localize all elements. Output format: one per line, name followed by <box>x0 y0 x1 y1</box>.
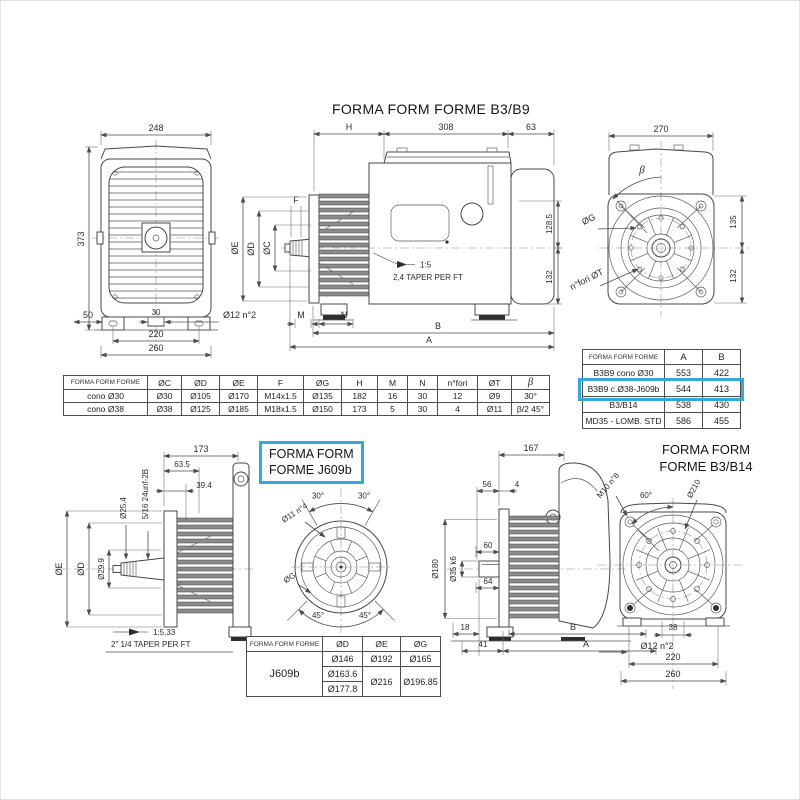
dim-135: 135 <box>729 215 738 229</box>
j609b-header-od: ØD <box>323 637 363 652</box>
table-ab-row2-b: 430 <box>703 397 741 413</box>
dims-r1-ot: Ø11 <box>478 403 512 416</box>
angle-beta: β <box>639 164 645 176</box>
dim-18: 18 <box>460 623 470 632</box>
taper-note-j609b: 2" 1/4 TAPER PER FT <box>111 640 191 649</box>
dims-r1-f: M18x1.5 <box>258 403 304 416</box>
front-view-j609b <box>280 488 395 650</box>
label-holes-b3b14: Ø12 n°2 <box>640 641 674 651</box>
dim-220-b3b14: 220 <box>665 652 681 662</box>
table-row-highlighted <box>583 381 741 397</box>
label-j609b-line1: FORMA FORM <box>269 447 354 461</box>
dim-260-b3b14: 260 <box>665 669 681 679</box>
title-b3b9: FORMA FORM FORME B3/B9 <box>332 101 530 117</box>
dim-M: M <box>297 310 305 320</box>
dims-header-beta: β <box>512 376 550 390</box>
j609b-g1: Ø165 <box>401 652 441 667</box>
dims-r0-m: 16 <box>378 390 408 403</box>
dims-header-ot: ØT <box>478 376 512 390</box>
dim-B-top: B <box>434 321 442 331</box>
dim-39.4: 39.4 <box>196 481 212 490</box>
front-view-b3b9 <box>74 123 256 358</box>
dim-F: F <box>293 195 299 205</box>
dims-r1-oe: Ø185 <box>220 403 258 416</box>
dims-header-fori: n°fori <box>438 376 478 390</box>
label-j609b-line2: FORME J609b <box>269 463 352 477</box>
dims-header-oc: ØC <box>148 376 182 390</box>
j609b-g23: Ø196.85 <box>401 667 441 697</box>
dim-38: 38 <box>668 623 678 632</box>
dim-oE: ØE <box>230 241 240 255</box>
table-row <box>583 413 741 429</box>
j609b-header-oe: ØE <box>363 637 401 652</box>
label-holes-front: Ø12 n°2 <box>223 310 257 320</box>
dims-r1-m: 5 <box>378 403 408 416</box>
table-ab-row1-a: 544 <box>665 381 703 397</box>
dims-r0-f: M14x1.5 <box>258 390 304 403</box>
dim-260: 260 <box>148 343 164 353</box>
dim-30: 30 <box>151 308 161 317</box>
dims-r0-label: cono Ø30 <box>64 390 148 403</box>
label-oG-rear: ØG <box>580 211 598 227</box>
table-ab-row1-b: 413 <box>703 381 741 397</box>
label-oG-j609b: ØG <box>281 570 298 586</box>
title-b3b14 <box>626 441 786 475</box>
table-ab-row2-label: B3/B14 <box>583 397 665 413</box>
table-dimensions <box>63 375 550 416</box>
table-ab-row3-b: 455 <box>703 413 741 429</box>
taper-ratio-j609b: 1:5,33 <box>153 628 176 637</box>
dim-173: 173 <box>193 444 209 454</box>
taper-note-b3b9: 2,4 TAPER PER FT <box>393 273 463 282</box>
dim-132-rear: 132 <box>729 269 738 283</box>
dim-oC: ØC <box>262 241 272 255</box>
dims-r1-oc: Ø38 <box>148 403 182 416</box>
dims-r1-label: cono Ø38 <box>64 403 148 416</box>
dim-o35k6: Ø35 k6 <box>449 556 458 582</box>
dim-63.5: 63.5 <box>174 460 190 469</box>
table-ab-header-a: A <box>665 350 703 365</box>
dim-o180: Ø180 <box>431 559 440 579</box>
side-view-b3b9 <box>230 122 563 351</box>
side-view-j609b <box>54 444 253 652</box>
dims-r0-fori: 12 <box>438 390 478 403</box>
dims-r1-od: Ø125 <box>182 403 220 416</box>
table-row <box>583 397 741 413</box>
dims-r0-beta: 30° <box>512 390 550 403</box>
table-ab-row3-label: MD35 - LOMB. STD <box>583 413 665 429</box>
table-ab-header-b: B <box>703 350 741 365</box>
dim-N: N <box>340 310 348 320</box>
dim-A-top: A <box>425 335 433 345</box>
dim-132-side: 132 <box>545 270 554 284</box>
table-ab-row1-label: B3B9 c.Ø38-J609b <box>583 381 665 397</box>
dim-oD-j609b: ØD <box>76 562 86 576</box>
table-ab-row2-a: 538 <box>665 397 703 413</box>
dim-oD: ØD <box>246 242 256 256</box>
dim-220: 220 <box>148 329 164 339</box>
side-view-b3b14 <box>431 443 656 656</box>
dim-56: 56 <box>482 480 492 489</box>
table-ab-row0-label: B3B9 cono Ø30 <box>583 365 665 381</box>
dim-373: 373 <box>76 231 86 247</box>
dims-header-m: M <box>378 376 408 390</box>
dim-H: H <box>345 122 353 132</box>
dim-270: 270 <box>653 124 669 134</box>
dim-oE-j609b: ØE <box>54 562 64 576</box>
label-o25.4: Ø25.4 <box>119 497 128 519</box>
table-row <box>64 403 550 416</box>
rear-view-b3b9 <box>568 124 751 317</box>
label-o210: Ø210 <box>685 478 703 500</box>
angle-30-left: 30° <box>311 491 325 501</box>
taper-ratio-b3b9: 1:5 <box>420 260 432 270</box>
dims-r0-ot: Ø9 <box>478 390 512 403</box>
dims-r0-og: Ø135 <box>304 390 342 403</box>
dims-r0-oe: Ø170 <box>220 390 258 403</box>
dims-r1-n: 30 <box>408 403 438 416</box>
dim-64: 64 <box>483 577 493 586</box>
j609b-row-label: J609b <box>247 652 323 697</box>
j609b-header-og: ØG <box>401 637 441 652</box>
j609b-d1: Ø146 <box>323 652 363 667</box>
label-m10-n8: M10 n°8 <box>595 471 622 500</box>
dims-header-og: ØG <box>304 376 342 390</box>
dim-50: 50 <box>82 310 94 320</box>
table-ab-row0-b: 422 <box>703 365 741 381</box>
dims-r1-beta: β/2 45° <box>512 403 550 416</box>
label-thread-5-16: 5/16 24unf-2B <box>141 468 150 520</box>
j609b-e1: Ø192 <box>363 652 401 667</box>
dims-r1-h: 173 <box>342 403 378 416</box>
table-row <box>583 365 741 381</box>
dims-r1-og: Ø150 <box>304 403 342 416</box>
dims-header-oe: ØE <box>220 376 258 390</box>
dims-r1-fori: 4 <box>438 403 478 416</box>
table-j609b <box>246 636 441 697</box>
table-row <box>64 390 550 403</box>
dim-63: 63 <box>525 122 537 132</box>
j609b-d2: Ø163.6 <box>323 667 363 682</box>
label-box-j609b <box>259 441 364 484</box>
table-forma-ab <box>582 349 741 429</box>
title-b3b14-line1: FORMA FORM <box>661 442 751 457</box>
dim-167: 167 <box>523 443 539 453</box>
dim-128.5: 128.5 <box>545 213 554 235</box>
j609b-header-label: FORMA FORM FORME <box>247 637 323 652</box>
dim-B-bottom: B <box>569 622 577 632</box>
j609b-d3: Ø177.8 <box>323 682 363 697</box>
dim-o29.9: Ø29.9 <box>97 558 106 580</box>
dim-4: 4 <box>514 480 520 489</box>
label-o11-n4: Ø11 n°4 <box>280 501 310 525</box>
table-row <box>247 652 441 667</box>
j609b-e23: Ø216 <box>363 667 401 697</box>
dims-header-f: F <box>258 376 304 390</box>
angle-45-left: 45° <box>311 611 325 620</box>
rear-view-b3b14 <box>595 471 745 689</box>
dims-header-n: N <box>408 376 438 390</box>
dim-60: 60 <box>483 541 493 550</box>
dims-r0-oc: Ø30 <box>148 390 182 403</box>
table-ab-row0-a: 553 <box>665 365 703 381</box>
label-fori: n°fori ØT <box>568 266 605 292</box>
dim-41: 41 <box>478 640 488 649</box>
dims-header-od: ØD <box>182 376 220 390</box>
angle-60: 60° <box>639 491 653 500</box>
dim-308: 308 <box>438 122 454 132</box>
dim-A-bottom: A <box>582 639 590 649</box>
dims-header-label: FORMA FORM FORME <box>64 376 148 390</box>
angle-45-right: 45° <box>358 611 372 620</box>
dims-r0-od: Ø105 <box>182 390 220 403</box>
dim-248: 248 <box>148 123 164 133</box>
title-b3b14-line2: FORME B3/B14 <box>659 459 753 474</box>
dims-r0-h: 182 <box>342 390 378 403</box>
dims-r0-n: 30 <box>408 390 438 403</box>
dims-header-h: H <box>342 376 378 390</box>
angle-30-right: 30° <box>357 491 371 501</box>
table-ab-row3-a: 586 <box>665 413 703 429</box>
table-ab-header-label: FORMA FORM FORME <box>583 350 665 365</box>
